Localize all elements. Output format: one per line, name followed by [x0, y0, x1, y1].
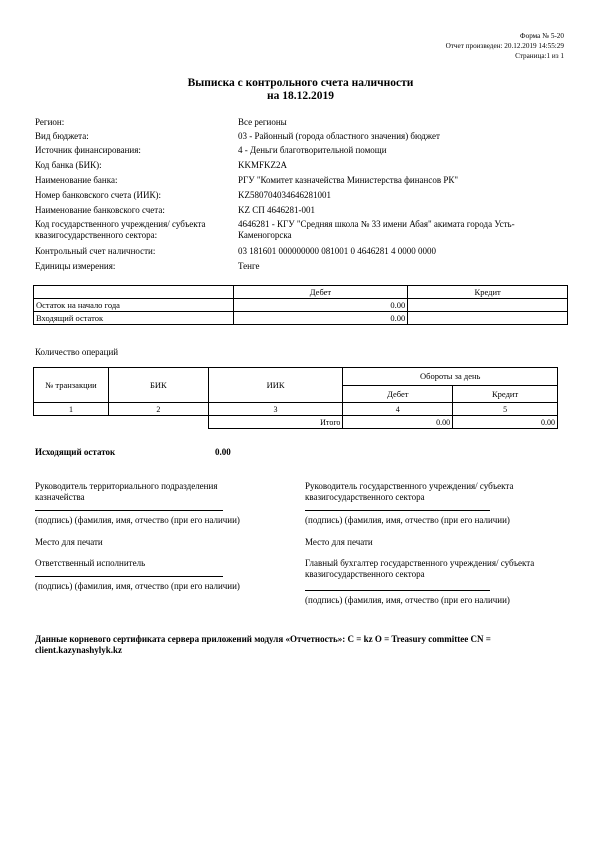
signature-line	[35, 576, 223, 577]
balance-row-label: Остаток на начало года	[34, 299, 234, 312]
info-value-bik: KKMFKZ2A	[238, 160, 288, 170]
info-value-source: 4 - Деньги благотворительной помощи	[238, 145, 387, 155]
info-label-bank: Наименование банка:	[35, 175, 118, 185]
ops-total-debit: 0.00	[343, 416, 453, 429]
info-value-bank: РГУ "Комитет казначейства Министерства финансов РК"	[238, 175, 459, 185]
table-row	[34, 299, 568, 312]
info-label-region: Регион:	[35, 117, 65, 127]
info-value-budget: 03 - Районный (города областного значения) бюджет	[238, 131, 440, 141]
ops-heading: Количество операций	[35, 347, 119, 357]
info-label-org-code: Код государственного учреждения/ субъекта квазигосударственного сектора:	[35, 219, 206, 240]
balance-col-debit: Дебет	[233, 286, 408, 299]
info-value-account-name: KZ СП 4646281-001	[238, 205, 315, 215]
sign-caption: (подпись) (фамилия, имя, отчество (при его наличии)	[305, 595, 510, 605]
ops-num: 3	[208, 403, 343, 416]
balance-row-debit: 0.00	[233, 312, 408, 325]
sign-caption: (подпись) (фамилия, имя, отчество (при его наличии)	[305, 515, 510, 525]
info-value-control-account: 03 181601 000000000 081001 0 4646281 4 0000 0000	[238, 246, 436, 256]
report-time: Отчет произведен: 20.12.2019 14:55:29	[445, 42, 564, 50]
info-label-source: Источник финансирования:	[35, 145, 141, 155]
ops-table	[33, 367, 558, 429]
balance-row-debit: 0.00	[233, 299, 408, 312]
balance-col-credit: Кредит	[408, 286, 568, 299]
ops-total-label: Итого	[208, 416, 343, 429]
sign-right-head: Руководитель государственного учреждения/ субъекта квазигосударственного сектора	[305, 481, 514, 502]
sign-right-acc: Главный бухгалтер государственного учреждения/ субъекта квазигосударственного сектора	[305, 558, 535, 579]
info-label-control-account: Контрольный счет наличности:	[35, 246, 156, 256]
signature-line	[305, 510, 490, 511]
info-label-account-name: Наименование банковского счета:	[35, 205, 165, 215]
ops-num: 1	[34, 403, 109, 416]
page-number: Страница:1 из 1	[515, 52, 564, 60]
signature-line	[305, 590, 490, 591]
ops-col-iik: ИИК	[208, 368, 343, 403]
ops-col-trans: № транзакции	[34, 368, 109, 403]
balance-row-credit	[408, 299, 568, 312]
stamp-place: Место для печати	[35, 537, 103, 547]
stamp-place: Место для печати	[305, 537, 373, 547]
form-number: Форма № 5-20	[519, 32, 564, 40]
balance-table	[33, 285, 568, 325]
balance-row-label: Входящий остаток	[34, 312, 234, 325]
ops-num: 5	[453, 403, 558, 416]
table-row	[34, 416, 558, 429]
info-value-units: Тенге	[238, 261, 260, 271]
table-row	[34, 312, 568, 325]
ops-col-debit: Дебет	[343, 385, 453, 403]
certificate-info: Данные корневого сертификата сервера приложений модуля «Отчетность»: C = kz O = Treasury committee CN = client.kazynashylyk.kz	[35, 634, 491, 655]
ops-num: 4	[343, 403, 453, 416]
ops-num: 2	[108, 403, 208, 416]
ops-col-credit: Кредит	[453, 385, 558, 403]
balance-row-credit	[408, 312, 568, 325]
ops-col-turnover: Обороты за день	[343, 368, 558, 386]
sign-caption: (подпись) (фамилия, имя, отчество (при его наличии)	[35, 515, 240, 525]
sign-left-head: Руководитель территориального подразделения казначейства	[35, 481, 218, 502]
ops-col-bik: БИК	[108, 368, 208, 403]
ops-total-credit: 0.00	[453, 416, 558, 429]
info-label-bik: Код банка (БИК):	[35, 160, 102, 170]
sign-caption: (подпись) (фамилия, имя, отчество (при его наличии)	[35, 581, 240, 591]
table-row	[34, 403, 558, 416]
info-value-region: Все регионы	[238, 117, 287, 127]
info-label-iik: Номер банковского счета (ИИК):	[35, 190, 162, 200]
signature-line	[35, 510, 223, 511]
info-label-units: Единицы измерения:	[35, 261, 116, 271]
doc-title: Выписка с контрольного счета наличности	[187, 77, 414, 89]
closing-label: Исходящий остаток	[35, 447, 116, 457]
info-value-org-code: 4646281 - КГУ "Средняя школа № 33 имени Абая" акимата города Усть-Каменогорска	[238, 219, 515, 240]
info-label-budget: Вид бюджета:	[35, 131, 89, 141]
info-value-iik: KZ580704034646281001	[238, 190, 331, 200]
doc-date: на 18.12.2019	[266, 90, 334, 102]
sign-left-exec: Ответственный исполнитель	[35, 558, 146, 568]
closing-value: 0.00	[215, 447, 231, 457]
